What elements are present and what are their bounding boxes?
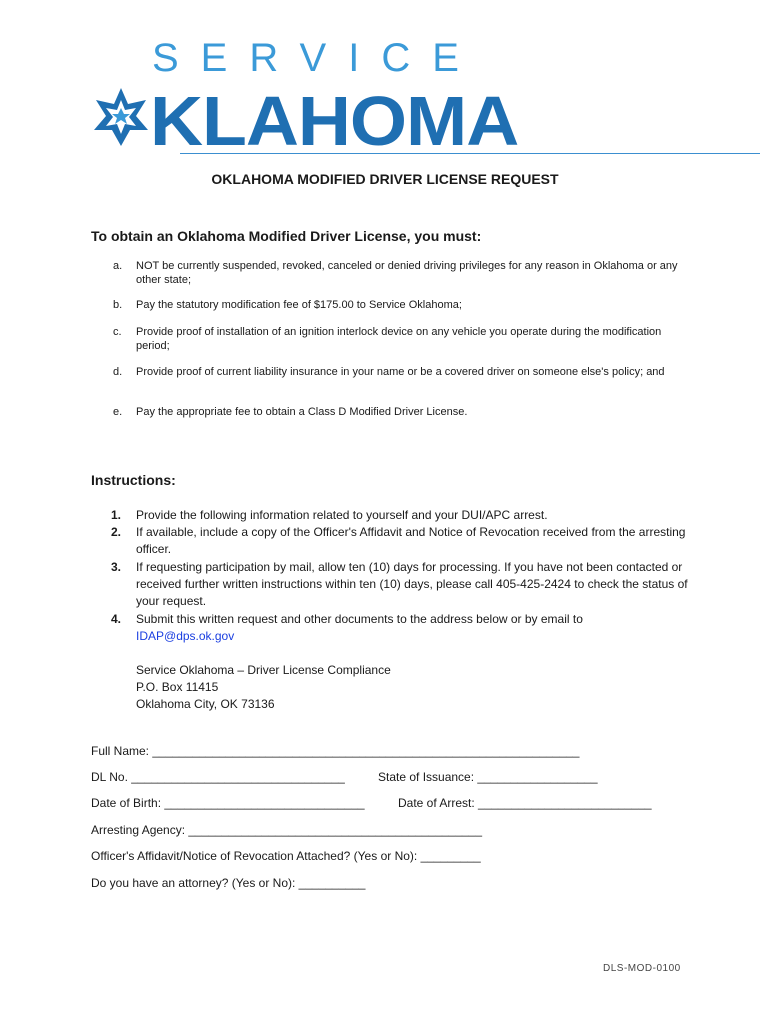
email-link[interactable]: IDAP@dps.ok.gov bbox=[136, 629, 235, 643]
oklahoma-star-icon bbox=[90, 86, 152, 148]
full-name-field[interactable]: Full Name: ________________________________________________________________ bbox=[91, 744, 580, 758]
instruction-number: 4. bbox=[111, 612, 122, 626]
state-of-issuance-field[interactable]: State of Issuance: __________________ bbox=[378, 770, 598, 784]
attorney-field[interactable]: Do you have an attorney? (Yes or No): __________ bbox=[91, 876, 366, 890]
dl-number-field[interactable]: DL No. ________________________________ bbox=[91, 770, 345, 784]
instruction-text-body: Submit this written request and other documents to the address below or by email to bbox=[136, 612, 583, 626]
address-line: P.O. Box 11415 bbox=[136, 680, 219, 694]
requirement-letter: c. bbox=[113, 326, 122, 338]
document-code: DLS-MOD-0100 bbox=[603, 963, 681, 974]
logo-oklahoma-text: KLAHOMA bbox=[150, 82, 519, 160]
requirement-text: Pay the appropriate fee to obtain a Class D Modified Driver License. bbox=[136, 406, 468, 418]
document-title: OKLAHOMA MODIFIED DRIVER LICENSE REQUEST bbox=[211, 171, 559, 187]
requirement-text: Provide proof of installation of an ignition interlock device on any vehicle you operate during the modification period; bbox=[136, 326, 662, 352]
requirement-text: Pay the statutory modification fee of $175.00 to Service Oklahoma; bbox=[136, 299, 462, 311]
requirement-letter: e. bbox=[113, 406, 123, 418]
arresting-agency-field[interactable]: Arresting Agency: ____________________________________________ bbox=[91, 823, 483, 837]
header-divider bbox=[180, 153, 760, 154]
date-of-arrest-field[interactable]: Date of Arrest: __________________________ bbox=[398, 796, 652, 810]
affidavit-attached-field[interactable]: Officer's Affidavit/Notice of Revocation Attached? (Yes or No): _________ bbox=[91, 849, 481, 863]
instruction-text bbox=[136, 611, 691, 645]
address-line: Service Oklahoma – Driver License Compliance bbox=[136, 663, 391, 677]
requirement-text: Provide proof of current liability insurance in your name or be a covered driver on someone else's policy; and bbox=[136, 366, 665, 378]
logo-service-text: SERVICE bbox=[152, 36, 481, 80]
instruction-text: If requesting participation by mail, allow ten (10) days for processing. If you have not been contacted or received further written instructions within ten (10) days, please call 405-425-2424 to check the status of your request. bbox=[136, 560, 688, 608]
instructions-heading: Instructions: bbox=[91, 472, 176, 488]
requirement-letter: a. bbox=[113, 260, 123, 272]
instruction-text: Provide the following information related to yourself and your DUI/APC arrest. bbox=[136, 508, 548, 522]
requirement-text: NOT be currently suspended, revoked, canceled or denied driving privileges for any reason in Oklahoma or any other state; bbox=[136, 260, 678, 286]
requirement-letter: d. bbox=[113, 366, 123, 378]
instruction-number: 3. bbox=[111, 560, 122, 574]
requirement-letter: b. bbox=[113, 299, 123, 311]
instruction-text: If available, include a copy of the Officer's Affidavit and Notice of Revocation received from the arresting officer. bbox=[136, 525, 686, 556]
date-of-birth-field[interactable]: Date of Birth: ______________________________ bbox=[91, 796, 365, 810]
address-line: Oklahoma City, OK 73136 bbox=[136, 697, 275, 711]
requirements-heading: To obtain an Oklahoma Modified Driver License, you must: bbox=[91, 228, 482, 244]
instruction-number: 2. bbox=[111, 525, 122, 539]
instruction-number: 1. bbox=[111, 508, 122, 522]
